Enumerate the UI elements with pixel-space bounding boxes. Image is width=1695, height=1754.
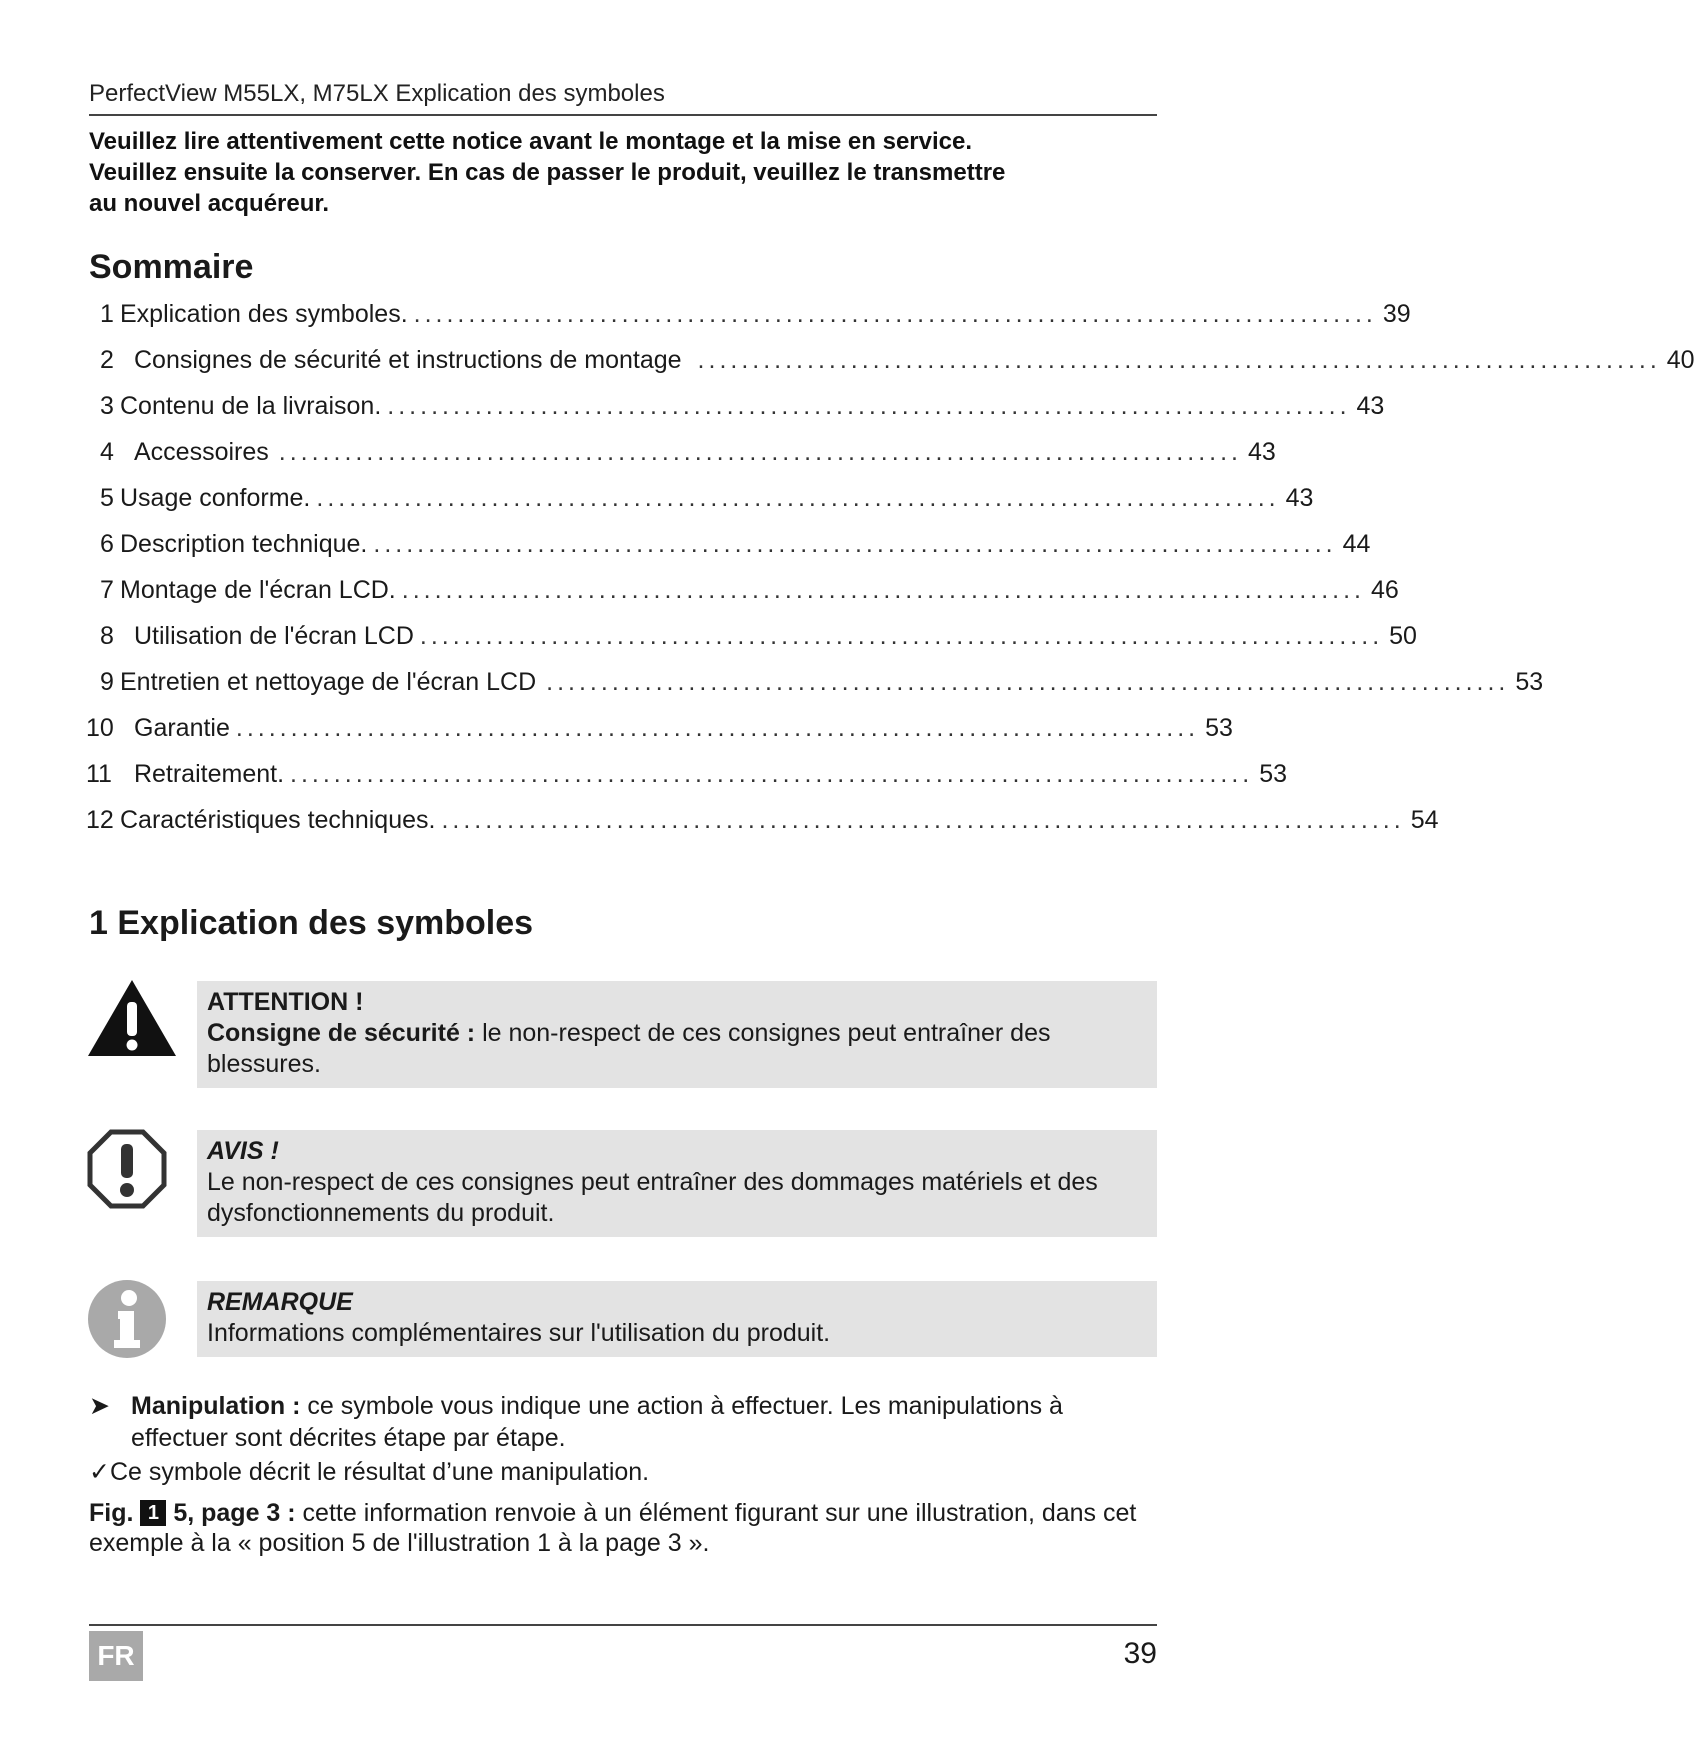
language-badge: FR	[89, 1631, 143, 1681]
toc-item[interactable]	[100, 484, 1314, 514]
toc-item-page: 46	[1371, 576, 1399, 604]
fig-prefix: Fig.	[89, 1499, 134, 1527]
check-icon: ✓	[89, 1458, 110, 1486]
toc-item-title: Usage conforme.	[120, 484, 311, 512]
toc-item[interactable]	[100, 300, 1411, 330]
toc-item-page: 40	[1666, 346, 1695, 374]
toc-dots: ........................................................................................	[401, 576, 1365, 604]
toc-item[interactable]	[86, 806, 1439, 836]
toc-item-title: Entretien et nettoyage de l'écran LCD	[120, 668, 537, 696]
result-paragraph	[89, 1456, 1159, 1488]
manipulation-text-cont: effectuer sont décrites étape par étape.	[131, 1424, 566, 1452]
toc-item-title: Retraitement.	[133, 760, 285, 788]
notice-text: Le non-respect de ces consignes peut entraîner des dommages matériels et des dysfonctionnements du produit.	[207, 1168, 1098, 1227]
toc-dots: ........................................................................................	[235, 714, 1200, 742]
page-number: 39	[1123, 1637, 1157, 1670]
footer-divider	[89, 1624, 1157, 1626]
remark-box	[197, 1281, 1157, 1357]
toc-item-number: 8	[100, 622, 114, 650]
toc-dots: ........................................................................................	[413, 300, 1377, 328]
toc-item-title: Accessoires	[134, 438, 269, 466]
toc-dots: ........................................................................................	[387, 392, 1351, 420]
toc-item-number: 9	[100, 668, 114, 696]
figure-number-badge: 1	[140, 1500, 166, 1526]
toc-item-number: 4	[100, 438, 114, 466]
toc-item-page: 39	[1382, 300, 1411, 328]
toc-item-title: Description technique.	[120, 530, 368, 558]
attention-label: Consigne de sécurité :	[207, 1019, 476, 1047]
toc-item[interactable]	[100, 576, 1399, 606]
intro-line: au nouvel acquéreur.	[89, 190, 330, 217]
page-header	[89, 80, 1157, 116]
toc-item-page: 43	[1285, 484, 1314, 512]
attention-box	[197, 981, 1157, 1088]
notice-heading: AVIS !	[207, 1137, 279, 1165]
toc-item-page: 53	[1205, 714, 1233, 742]
toc-item-title: Explication des symboles.	[120, 300, 408, 328]
toc-item-number: 1	[100, 300, 114, 328]
toc-dots: ........................................................................................	[419, 622, 1384, 650]
toc-dots: ........................................................................................	[546, 668, 1510, 696]
toc-item-title: Contenu de la livraison.	[120, 392, 382, 420]
toc-item-page: 50	[1389, 622, 1417, 650]
toc-item-number: 3	[100, 392, 114, 420]
toc-dots: ........................................................................................	[316, 484, 1280, 512]
toc-item-number: 7	[100, 576, 114, 604]
toc-item[interactable]	[86, 760, 1288, 790]
result-text: Ce symbole décrit le résultat d’une manipulation.	[109, 1458, 650, 1486]
toc-item-page: 43	[1356, 392, 1385, 420]
fig-text: cette information renvoie à un élément figurant sur une illustration, dans cet exemple à la « position 5 de l'illustration 1 à la page 3 ».	[89, 1499, 1137, 1557]
toc-item-page: 54	[1410, 806, 1439, 834]
toc-item-title: Caractéristiques techniques.	[120, 806, 436, 834]
toc-item-title: Garantie	[134, 714, 230, 742]
toc-item[interactable]	[100, 438, 1276, 468]
intro-notice	[89, 126, 1157, 219]
toc-item-page: 44	[1342, 530, 1371, 558]
section-title: 1 Explication des symboles	[89, 904, 534, 942]
remark-heading: REMARQUE	[207, 1288, 353, 1316]
toc-item-title: Montage de l'écran LCD.	[120, 576, 396, 604]
intro-line: Veuillez lire attentivement cette notice avant le montage et la mise en service.	[89, 128, 973, 155]
toc-dots: ........................................................................................	[697, 346, 1661, 374]
header-title: PerfectView M55LX, M75LX Explication des symboles	[89, 80, 665, 107]
remark-text: Informations complémentaires sur l'utilisation du produit.	[207, 1319, 831, 1347]
toc-dots: ........................................................................................	[373, 530, 1337, 558]
arrow-bullet-icon: ➤	[89, 1392, 110, 1420]
attention-heading: ATTENTION !	[207, 988, 364, 1016]
toc-item-number: 6	[100, 530, 114, 558]
intro-line: Veuillez ensuite la conserver. En cas de passer le produit, veuillez le transmettre	[89, 159, 1006, 186]
toc-item-number: 11	[86, 760, 112, 788]
figure-reference-paragraph	[89, 1498, 1159, 1558]
toc-item-title: Utilisation de l'écran LCD	[134, 622, 414, 650]
toc-dots: ........................................................................................	[441, 806, 1405, 834]
manipulation-text: ce symbole vous indique une action à effectuer. Les manipulations à	[300, 1392, 1063, 1420]
notice-box	[197, 1130, 1157, 1237]
manipulation-label: Manipulation :	[131, 1392, 301, 1420]
toc-dots: ........................................................................................	[290, 760, 1254, 788]
manipulation-paragraph	[89, 1390, 1159, 1454]
toc-item-page: 53	[1515, 668, 1544, 696]
toc-item-title: Consignes de sécurité et instructions de montage	[134, 346, 682, 374]
attention-text: le non-respect de ces consignes peut entraîner des blessures.	[207, 1019, 1051, 1078]
toc-item[interactable]	[100, 668, 1544, 698]
toc-item[interactable]	[100, 392, 1385, 422]
toc-item-page: 43	[1248, 438, 1276, 466]
fig-suffix: 5, page 3 :	[166, 1499, 296, 1527]
toc-item-number: 12	[86, 806, 114, 834]
toc-dots: ........................................................................................	[278, 438, 1242, 466]
info-icon	[86, 1278, 168, 1360]
toc-item-number: 5	[100, 484, 114, 512]
toc-item-number: 10	[86, 714, 114, 742]
notice-octagon-icon	[86, 1128, 168, 1210]
toc-item[interactable]	[100, 530, 1371, 560]
toc-item[interactable]	[86, 714, 1233, 744]
toc-item-number: 2	[100, 346, 114, 374]
toc-item-page: 53	[1259, 760, 1288, 788]
warning-triangle-icon	[86, 978, 178, 1058]
toc-item[interactable]	[100, 622, 1417, 652]
toc-title: Sommaire	[89, 248, 254, 286]
toc-item[interactable]	[100, 346, 1695, 376]
